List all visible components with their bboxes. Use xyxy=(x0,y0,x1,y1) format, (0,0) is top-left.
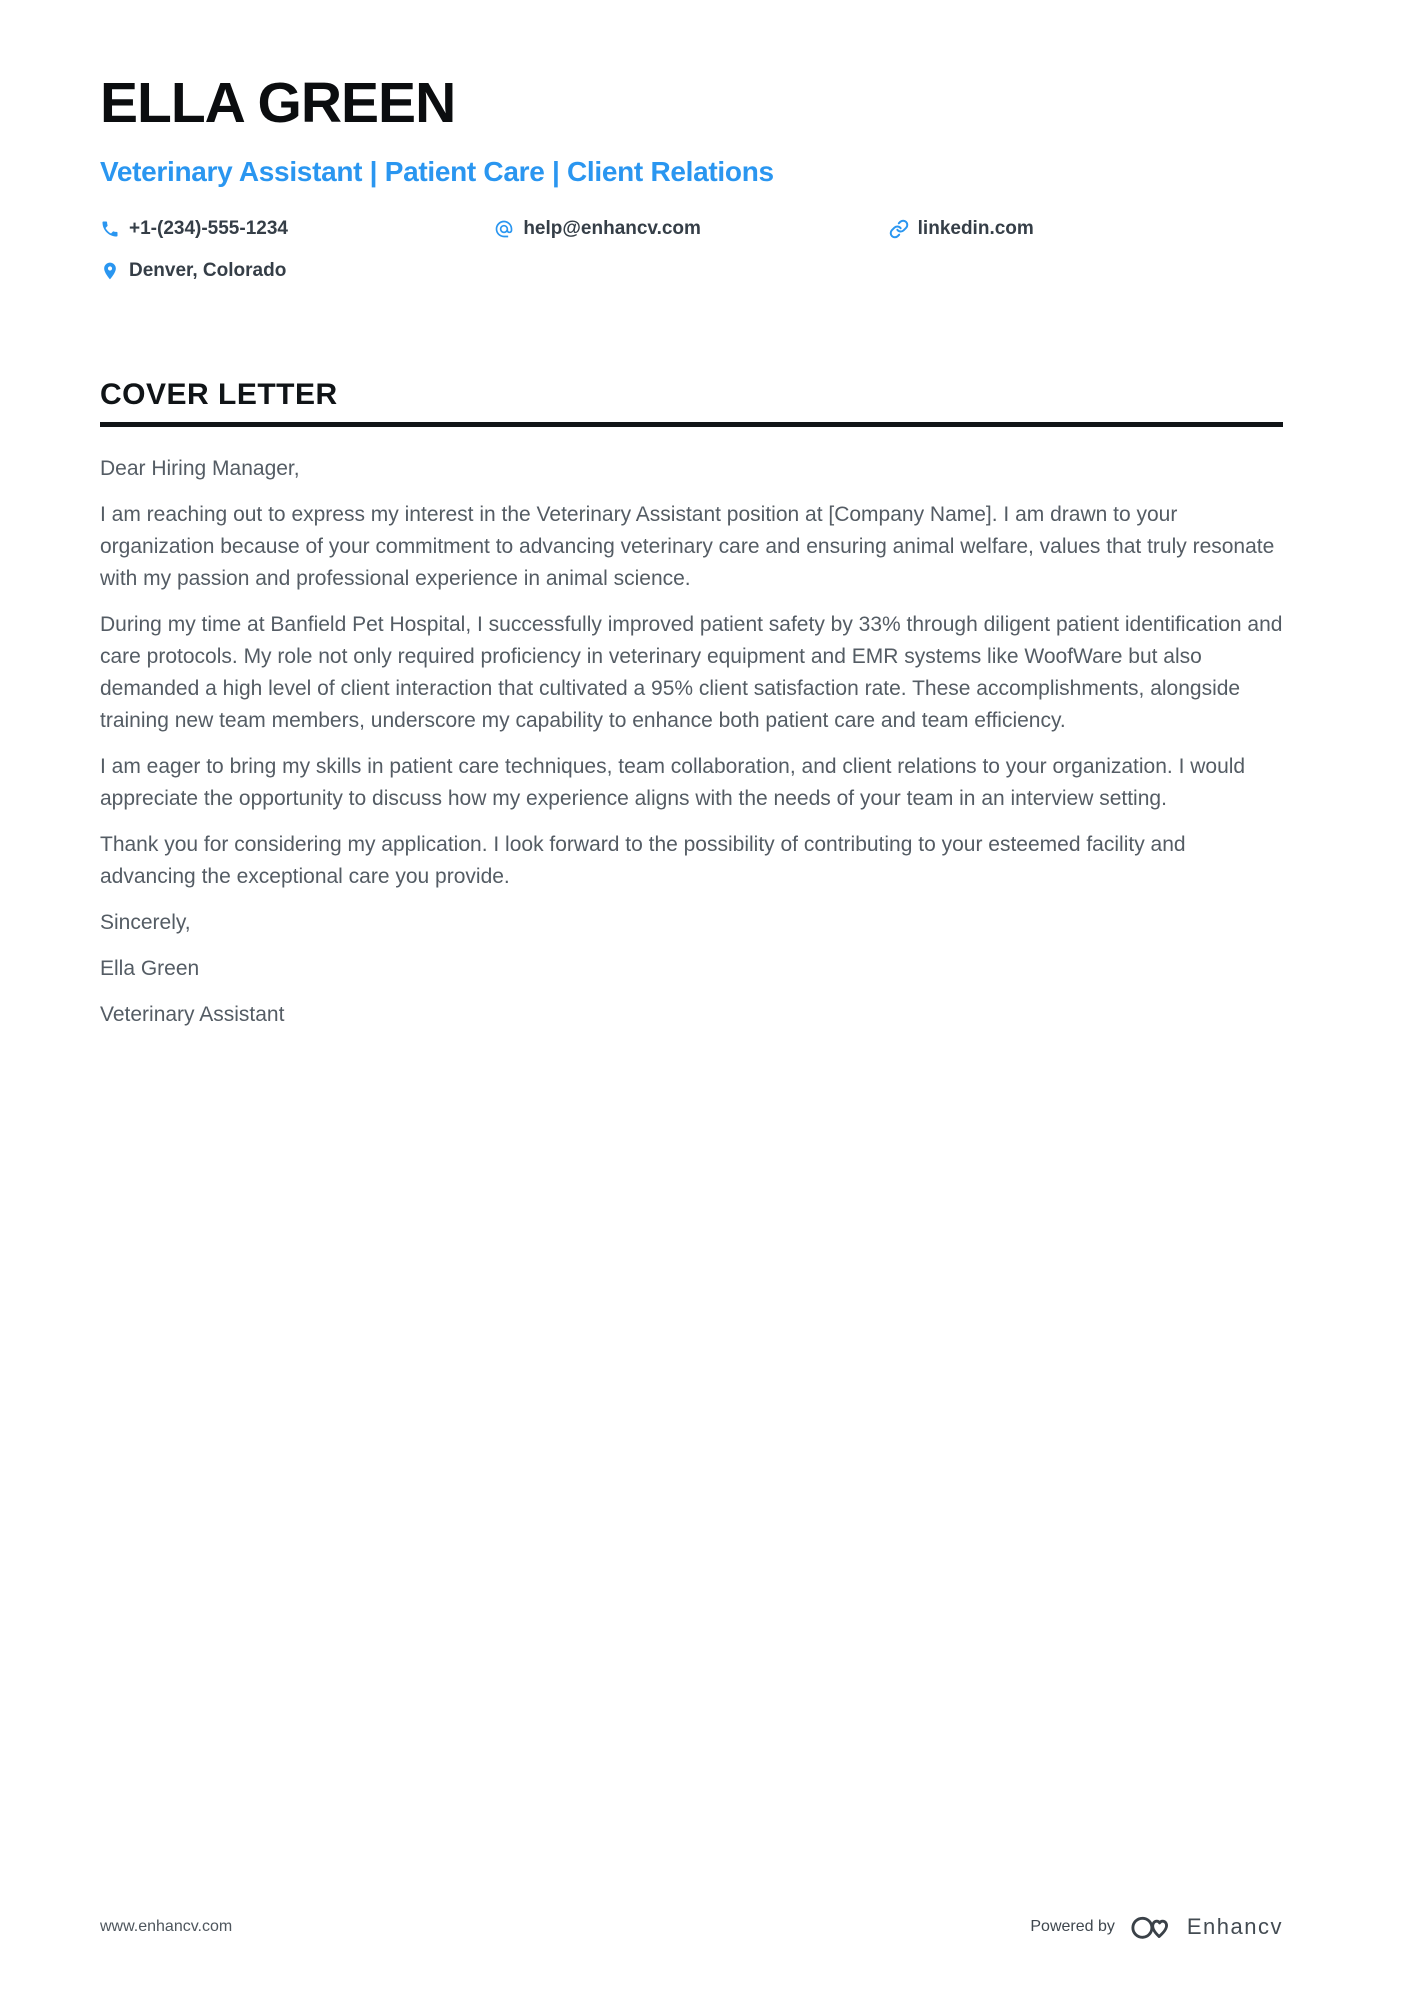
contact-email-text: help@enhancv.com xyxy=(523,218,701,240)
footer-website-link[interactable]: www.enhancv.com xyxy=(100,1918,233,1935)
contact-location xyxy=(100,260,494,282)
signature-title: Veterinary Assistant xyxy=(100,1003,285,1027)
location-pin-icon xyxy=(100,261,120,281)
signature-name: Ella Green xyxy=(100,957,200,981)
phone-icon xyxy=(100,219,120,239)
letter-paragraph: During my time at Banfield Pet Hospital, I successfully improved patient safety by 33% through diligent patient identification and care protocols. My role not only required proficiency in veterinary equipment and EMR systems like WoofWare but also demanded a high level of client interaction that cultivated a 95% client satisfaction rate. These accomplishments, alongside training new team members, underscore my capability to enhance both patient care and team efficiency. xyxy=(100,613,1283,733)
powered-by-label: Powered by xyxy=(1030,1918,1115,1935)
contact-phone[interactable] xyxy=(100,218,494,240)
section-heading-cover-letter: COVER LETTER xyxy=(100,378,1283,427)
at-email-icon xyxy=(494,219,514,239)
letter-paragraph: I am reaching out to express my interest in the Veterinary Assistant position at [Company Name]. I am drawn to your organization because of your commitment to advancing veterinary care and ensuring animal welfare, values that truly resonate with my passion and professional experience in animal science. xyxy=(100,503,1275,591)
salutation: Dear Hiring Manager, xyxy=(100,457,300,481)
closing: Sincerely, xyxy=(100,911,191,935)
letter-body xyxy=(100,453,1283,1031)
contact-info-row xyxy=(100,218,1283,282)
person-name: ELLA GREEN xyxy=(100,71,456,135)
letter-paragraph: Thank you for considering my application. I look forward to the possibility of contributing to your esteemed facility and advancing the exceptional care you provide. xyxy=(100,833,1186,889)
letter-paragraph: I am eager to bring my skills in patient care techniques, team collaboration, and client relations to your organization. I would appreciate the opportunity to discuss how my experience aligns with the needs of your team in an interview setting. xyxy=(100,755,1246,811)
powered-by-enhancv[interactable] xyxy=(1030,1912,1283,1942)
page-footer xyxy=(100,1912,1283,1942)
link-icon xyxy=(889,219,909,239)
job-headline: Veterinary Assistant | Patient Care | Client Relations xyxy=(100,155,774,187)
enhancv-infinity-heart-icon xyxy=(1129,1912,1173,1942)
contact-location-text: Denver, Colorado xyxy=(129,260,287,282)
contact-email[interactable] xyxy=(494,218,888,240)
enhancv-brand-name: Enhancv xyxy=(1186,1914,1283,1939)
contact-phone-text: +1-(234)-555-1234 xyxy=(129,218,288,240)
contact-linkedin-text: linkedin.com xyxy=(917,218,1034,240)
contact-linkedin[interactable] xyxy=(889,218,1283,240)
